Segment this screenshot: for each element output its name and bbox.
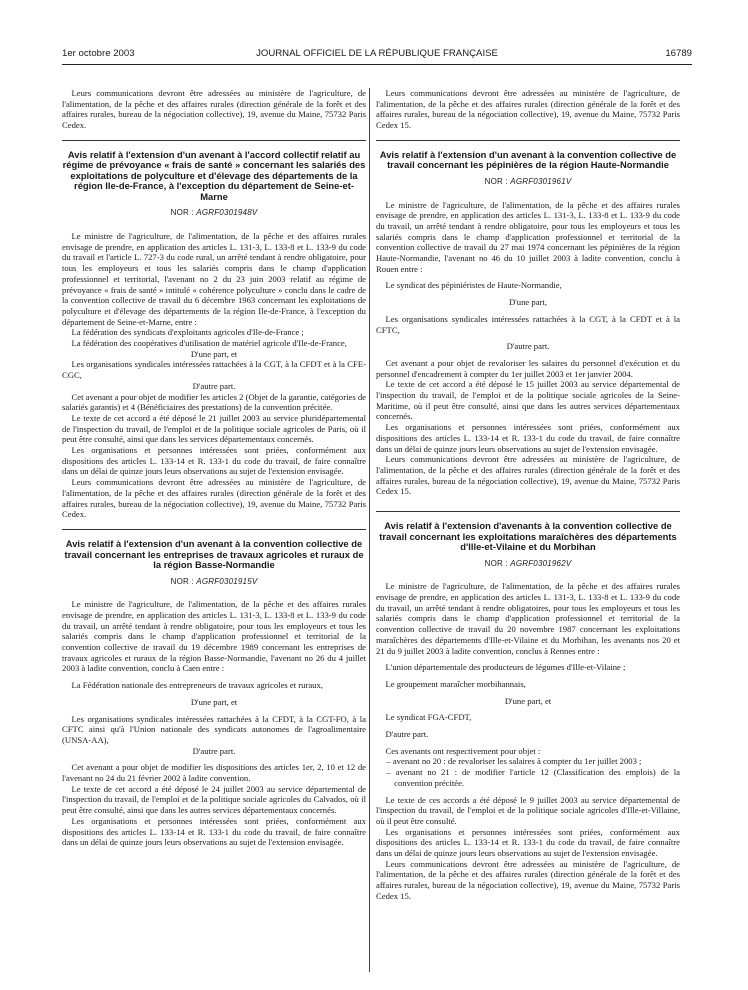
paragraph: Le syndicat FGA-CFDT,	[385, 712, 472, 723]
nor-code: AGRF0301961V	[510, 176, 572, 186]
list-item: – avenant no 20 : de revaloriser les salaires à compter du 1er juillet 2003 ;	[386, 756, 642, 767]
paragraph: Les organisations syndicales intéressées rattachées à la CFDT, à la CGT-FO, à la CFTC ainsi qu'à l'Union nationale des syndicats autonomes de l'agroalimentaire (UNSA-AA),	[62, 713, 366, 745]
paragraph: Cet avenant a pour objet de revaloriser les salaires du personnel d'exécution et du personnel d'encadrement à compter du 1er juillet 2003 et 1er janvier 2004.	[376, 357, 680, 379]
right-intro-paragraph: Leurs communications devront être adressées au ministère de l'agriculture, de l'alimentation, de la pêche et des affaires rurales (direction générale de la forêt et des affaires rurales, bureau de la négociation collective), 19, avenue du Maine, 75732 Paris Cedex 15.	[376, 88, 680, 131]
paragraph: Les organisations syndicales intéressées rattachées à la CGT, à la CFDT et à la CFE-CGC,	[62, 359, 366, 381]
paragraph: D'une part,	[509, 297, 547, 308]
paragraph: Leurs communications devront être adressées au ministère de l'agriculture, de l'alimentation, de la pêche et des affaires rurales (direction générale de la forêt et des affaires rurales, bureau de la négociation collective), 19, avenue du Maine, 75732 Paris Cedex 15.	[376, 454, 680, 497]
avis-basse-normandie	[62, 539, 366, 848]
right-column	[376, 88, 680, 968]
header-date: 1er octobre 2003	[62, 48, 135, 59]
paragraph: La fédération des coopératives d'utilisation de matériel agricole d'Ile-de-France,	[71, 338, 347, 349]
left-column	[62, 88, 366, 968]
paragraph: Les organisations et personnes intéressées sont priées, conformément aux dispositions des articles L. 133-14 et R. 133-1 du code du travail, de faire connaître dans un délai de quinze jours leurs observations au sujet de l'extension envisagée.	[62, 445, 366, 477]
paragraph: Le texte de cet accord a été déposé le 24 juillet 2003 au service départemental de l'inspection du travail, de l'emploi et de la politique sociale agricoles du Calvados, où il peut être consulté, ainsi que dans les autres services départementaux concernés.	[62, 783, 366, 816]
nor-label: NOR :	[484, 558, 508, 568]
nor-reference	[62, 208, 366, 219]
nor-reference	[376, 177, 680, 188]
paragraph: D'autre part.	[192, 745, 236, 756]
section-separator	[62, 140, 366, 141]
nor-label: NOR :	[170, 208, 194, 218]
avis-haute-normandie	[376, 150, 680, 497]
section-separator	[376, 140, 680, 141]
paragraph: Le texte de cet accord a été déposé le 15 juillet 2003 au service départemental de l'inspection du travail, de l'emploi et de la politique sociale agricoles de la Seine-Maritime, où il peut être consulté, ainsi que dans les autres services départementaux concernés.	[376, 379, 680, 422]
nor-label: NOR :	[484, 176, 508, 186]
avis-title: Avis relatif à l'extension d'un avenant à l'accord collectif relatif au régime de prévoyance « frais de santé » concernant les salariés des exploitations de polyculture et d'élevage des départements de la région Ile-de-France, à l'exception du département de Seine-et-Marne	[62, 148, 366, 202]
nor-reference	[376, 559, 680, 570]
nor-code: AGRF0301948V	[196, 208, 258, 218]
paragraph: Le ministre de l'agriculture, de l'alimentation, de la pêche et des affaires rurales envisage de prendre, en application des articles L. 131-3, L. 133-8 et L. 133-9 du code du travail et l'article L. 727-3 du code rural, un arrêté tendant à rendre obligatoire, pour tous les employeurs et tous les salariés compris dans le champ d'application professionnel et territorial, l'avenant no 2 du 23 juin 2003 relatif au régime de prévoyance « frais de santé » intitulé « cohérence polyculture » conclu dans le cadre de la convention collective de travail du 6 décembre 1963 concernant les exploitations de polyculture et d'élevage des départements de la région Ile-de-France, à l'exception du département de Seine-et-Marne, entre :	[62, 231, 366, 327]
paragraph: D'autre part.	[506, 341, 550, 352]
page-header	[62, 48, 692, 62]
section-separator	[62, 529, 366, 530]
paragraph: L'union départementale des producteurs de légumes d'Ille-et-Vilaine ;	[385, 662, 626, 673]
paragraph: Le syndicat des pépiniéristes de Haute-Normandie,	[385, 280, 562, 291]
column-divider	[369, 88, 370, 972]
paragraph: Les organisations et personnes intéressées sont priées, conformément aux dispositions des articles L. 133-14 et R. 133-1 du code du travail, de faire connaître dans un délai de quinze jours leurs observations au sujet de l'extension envisagée.	[376, 826, 680, 859]
paragraph: Ces avenants ont respectivement pour objet :	[385, 745, 541, 756]
section-separator	[376, 511, 680, 512]
nor-code: AGRF0301915V	[196, 576, 258, 586]
header-rule	[62, 64, 692, 65]
paragraph: Cet avenant a pour objet de modifier les articles 2 (Objet de la garantie, catégories de salariés garantis) et 4 (Bénéficiaires des prestations) de la convention précitée.	[62, 391, 366, 413]
avis-title: Avis relatif à l'extension d'avenants à la convention collective de travail concernant les exploitations maraîchères des départements d'Ille-et-Vilaine et du Morbihan	[379, 520, 677, 553]
paragraph: Les organisations et personnes intéressées sont priées, conformément aux dispositions des articles L. 133-14 et R. 133-1 du code du travail, de faire connaître dans un délai de quinze jours leurs observations au sujet de l'extension envisagée.	[62, 815, 366, 848]
paragraph: Les organisations syndicales intéressées rattachées à la CGT, à la CFDT et à la CFTC,	[376, 313, 680, 335]
paragraph: Leurs communications devront être adressées au ministère de l'agriculture, de l'alimentation, de la pêche et des affaires rurales (direction générale de la forêt et des affaires rurales, bureau de la négociation collective), 19, avenue du Maine, 75732 Paris Cedex.	[62, 477, 366, 520]
paragraph: Le ministre de l'agriculture, de l'alimentation, de la pêche et des affaires rurales envisage de prendre, en application des articles L. 131-3, L. 133-8 et L. 133-9 du code du travail, un arrêté tendant à rendre obligatoire, pour tous les employeurs et tous les salariés compris dans le champ d'application professionnel et territorial de la convention collective de travail du 19 décembre 1989 concernant les entreprises de travaux agricoles et ruraux de la région Basse-Normandie, l'avenant no 26 du 4 juillet 2003 à ladite convention, conclu à Caen entre :	[62, 599, 366, 674]
paragraph: Le texte de cet accord a été déposé le 21 juillet 2003 au service pluridépartemental de l'inspection du travail, de l'emploi et de la politique sociale agricoles de Paris, où il peut être consulté, ainsi que dans les services départementaux concernés.	[62, 412, 366, 445]
left-intro-paragraph: Leurs communications devront être adressées au ministère de l'agriculture, de l'alimentation, de la pêche et des affaires rurales (direction générale de la forêt et des affaires rurales, bureau de la négociation collective), 19, avenue du Maine, 75732 Paris Cedex.	[62, 88, 366, 131]
paragraph: Le ministre de l'agriculture, de l'alimentation, de la pêche et des affaires rurales envisage de prendre, en application des articles L. 131-3, L. 133-8 et L. 133-9 du code du travail, un arrêté tendant à rendre obligatoires, pour tous les employeurs et tous les salariés compris dans le champ d'application professionnel et territorial de la convention collective de travail du 20 novembre 1987 concernant les exploitations maraîchères des départements d'Ille-et-Vilaine et du Morbihan, les avenants nos 20 et 21 du 9 juillet 2003 à ladite convention, conclus à Rennes entre :	[376, 581, 680, 656]
paragraph: Le ministre de l'agriculture, de l'alimentation, de la pêche et des affaires rurales envisage de prendre, en application des articles L. 131-3, L. 133-8 et L. 133-9 du code du travail, un arrêté tendant à rendre obligatoire, pour tous les employeurs et tous les salariés compris dans le champ d'application professionnel et territorial de la convention collective de travail du 27 mai 1974 concernant les pépinières de la région Haute-Normandie, l'avenant no 46 du 10 juillet 2003 à ladite convention, conclu à Rouen entre :	[376, 199, 680, 274]
header-journal-title: JOURNAL OFFICIEL DE LA RÉPUBLIQUE FRANÇAISE	[256, 48, 498, 59]
list-item: – avenant no 21 : de modifier l'article 12 (Classification des emplois) de la convention précitée.	[386, 767, 680, 788]
avis-title: Avis relatif à l'extension d'un avenant à la convention collective de travail concernant les pépinières de la région Haute-Normandie	[379, 148, 677, 171]
nor-label: NOR :	[170, 576, 194, 586]
nor-reference	[62, 577, 366, 588]
paragraph: La Fédération nationale des entrepreneurs de travaux agricoles et ruraux,	[71, 680, 323, 691]
paragraph: D'autre part.	[385, 729, 429, 740]
paragraph: Leurs communications devront être adressées au ministère de l'agriculture, de l'alimentation, de la pêche et des affaires rurales (direction générale de la forêt et des affaires rurales, bureau de la négociation collective), 19, avenue du Maine, 75732 Paris Cedex 15.	[376, 858, 680, 901]
paragraph: Les organisations et personnes intéressées sont priées, conformément aux dispositions des articles L. 133-14 et R. 133-1 du code du travail, de faire connaître dans un délai de quinze jours leurs observations au sujet de l'extension envisagée.	[376, 422, 680, 454]
paragraph: Le groupement maraîcher morbihannais,	[385, 678, 526, 689]
avis-ile-de-france	[62, 150, 366, 520]
paragraph: D'une part, et	[504, 695, 552, 706]
paragraph: D'une part, et	[190, 348, 238, 359]
paragraph: Le texte de ces accords a été déposé le 9 juillet 2003 au service départemental de l'inspection du travail, de l'emploi et de la politique sociale agricoles d'Ille-et-Villaine, où il peut être consulté.	[376, 794, 680, 826]
avis-title: Avis relatif à l'extension d'un avenant à la convention collective de travail concernant les entreprises de travaux agricoles et ruraux de la région Basse-Normandie	[64, 538, 364, 570]
nor-code: AGRF0301962V	[510, 558, 572, 568]
paragraph: D'une part, et	[190, 696, 238, 707]
paragraph: Cet avenant a pour objet de modifier les dispositions des articles 1er, 2, 10 et 12 de l'avenant no 24 du 21 février 2002 à ladite convention.	[62, 762, 366, 784]
paragraph: D'autre part.	[192, 380, 236, 391]
avis-ille-et-vilaine-morbihan	[376, 521, 680, 901]
paragraph: La fédération des syndicats d'exploitants agricoles d'Ile-de-France ;	[71, 327, 304, 338]
header-page-number: 16789	[665, 48, 692, 59]
